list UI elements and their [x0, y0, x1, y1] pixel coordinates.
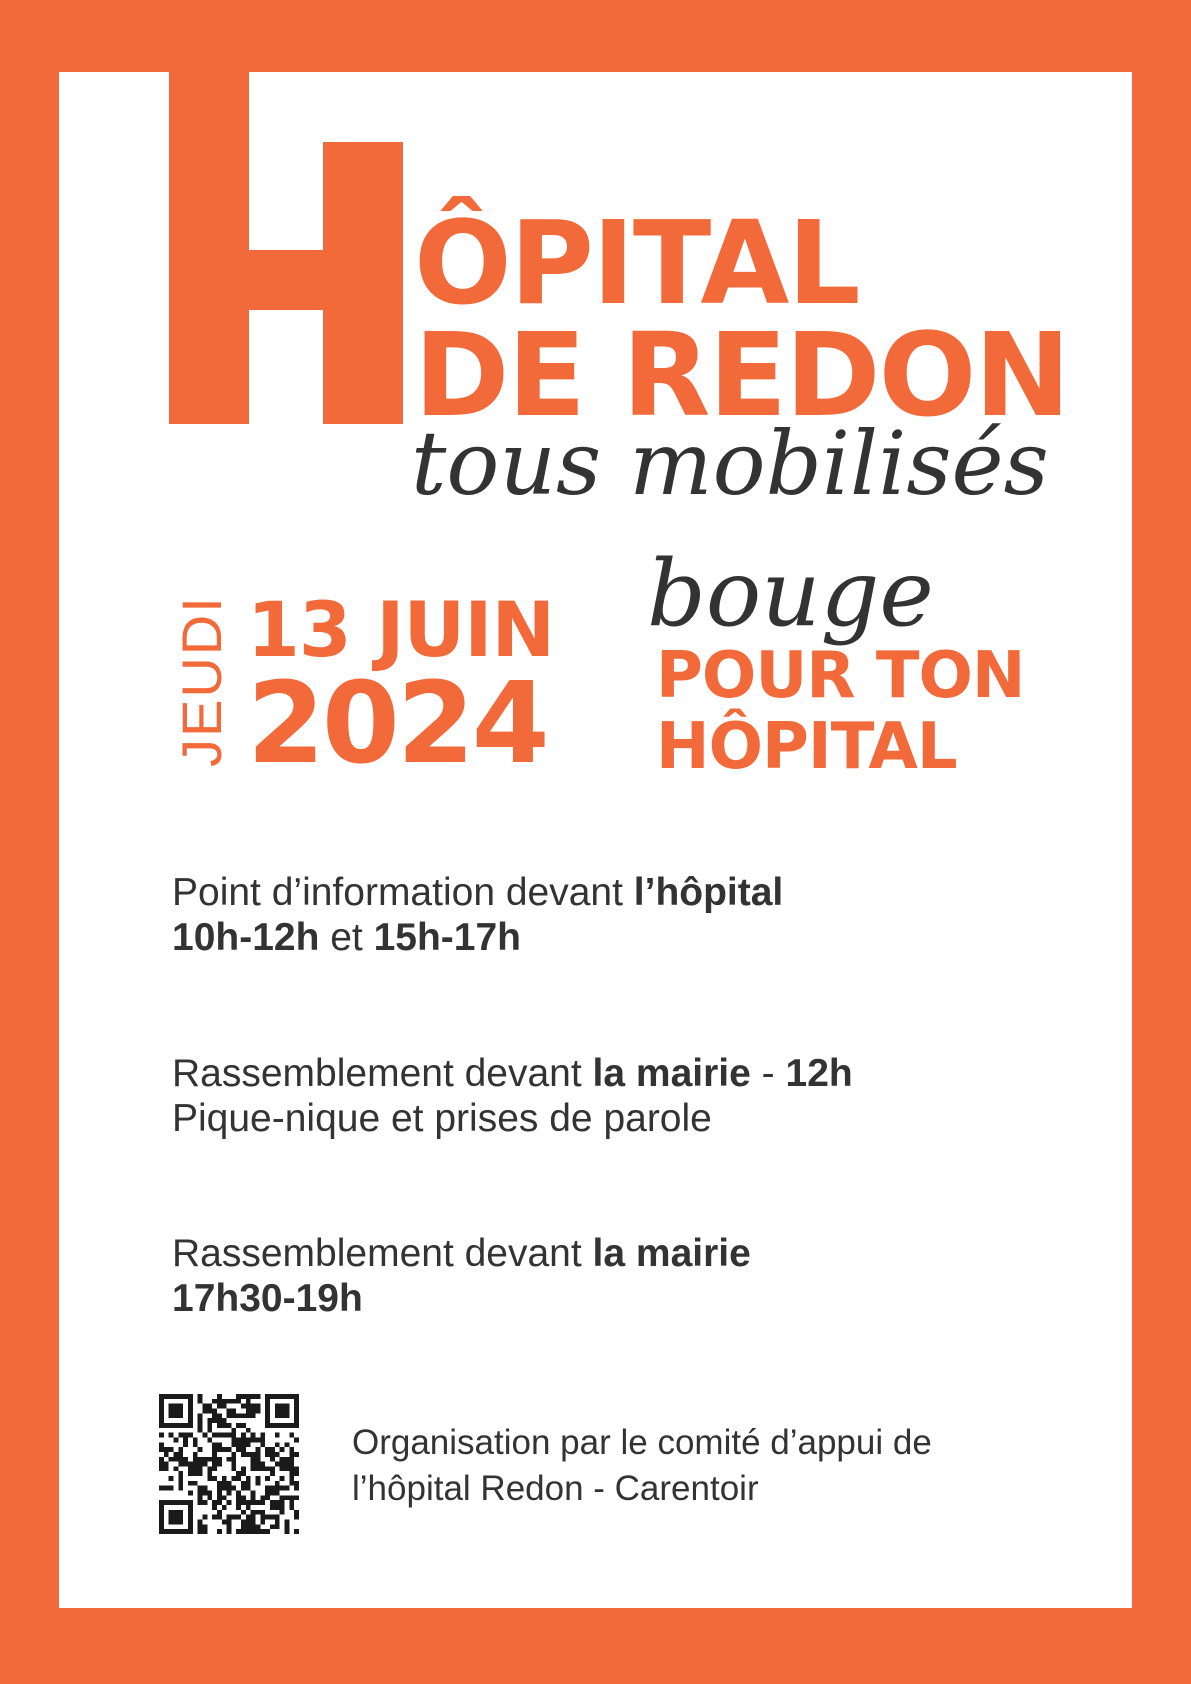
tagline-script: tous mobilisés: [411, 412, 1049, 515]
slogan-line-1: POUR TON: [656, 639, 1025, 713]
date-year: 2024: [247, 659, 547, 789]
poster-panel: [59, 72, 1132, 1608]
slogan-line-2: HÔPITAL: [656, 710, 957, 784]
event-3: [172, 1231, 751, 1321]
event-3-text: Rassemblement devant: [172, 1232, 593, 1275]
event-2-separator: -: [750, 1052, 786, 1095]
date-day-month: 13 JUIN: [247, 585, 555, 674]
event-2-location: la mairie: [592, 1052, 751, 1095]
event-1-time-b: 15h-17h: [373, 916, 522, 959]
organizer-line-1: Organisation par le comité d’appui de: [352, 1423, 932, 1462]
event-3-location: la mairie: [592, 1232, 751, 1275]
event-2: [172, 1051, 853, 1141]
event-3-time: 17h30-19h: [172, 1277, 363, 1320]
title-line-2: DE REDON: [414, 309, 1069, 443]
qr-code-icon[interactable]: [159, 1394, 299, 1534]
event-1-conjunction: et: [319, 916, 374, 959]
event-1-line-1: [172, 870, 783, 915]
h-right-stem: [323, 142, 403, 424]
event-1-time-a: 10h-12h: [172, 916, 320, 959]
event-2-text: Rassemblement devant: [172, 1052, 593, 1095]
event-1: [172, 870, 783, 960]
event-2-time: 12h: [785, 1052, 853, 1095]
event-3-line-2: [172, 1276, 751, 1321]
event-2-line-2: Pique-nique et prises de parole: [172, 1097, 712, 1140]
h-crossbar: [249, 250, 323, 310]
event-1-line-2: [172, 915, 783, 960]
day-vertical-label: JEUDI: [170, 595, 233, 767]
organizer-line-2: l’hôpital Redon - Carentoir: [352, 1469, 759, 1508]
event-3-line-1: [172, 1231, 751, 1276]
event-2-line-1: [172, 1051, 853, 1096]
bouge-script: bouge: [647, 540, 934, 647]
title-line-1: ÔPITAL: [414, 197, 859, 331]
organizer-credit: [352, 1420, 932, 1512]
h-left-stem: [169, 72, 249, 424]
event-1-text: Point d’information devant: [172, 871, 634, 914]
event-1-location: l’hôpital: [633, 871, 784, 914]
